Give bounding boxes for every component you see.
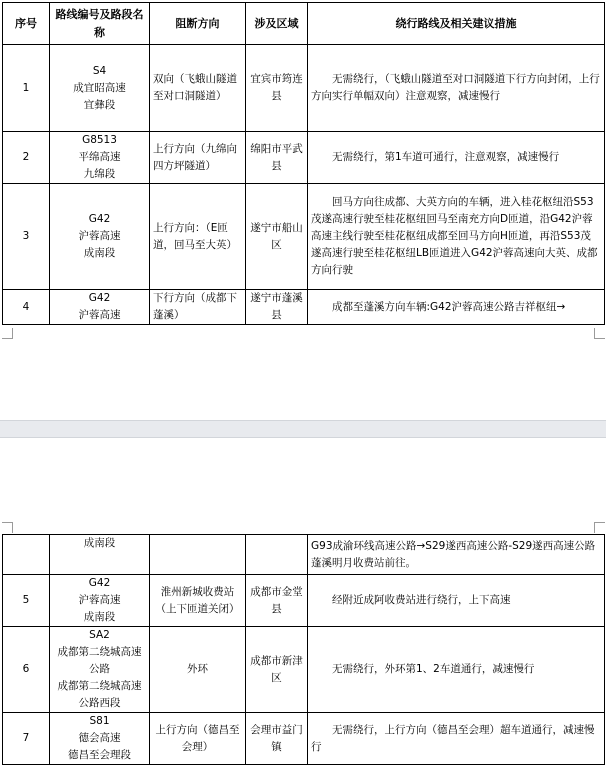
- road-name: 德会高速: [78, 732, 121, 744]
- table-row: [3, 290, 605, 325]
- road-cell: [50, 627, 150, 713]
- road-section: 成南段: [50, 535, 150, 575]
- header-no: 序号: [3, 3, 50, 45]
- document-page-2: [0, 438, 606, 761]
- area-cell: [246, 535, 308, 575]
- header-road: 路线编号及路段名称: [50, 3, 150, 45]
- area-cell: 成都市新津区: [246, 627, 308, 713]
- table-row-continued: [3, 535, 605, 575]
- road-section: 九绵段: [83, 168, 116, 180]
- row-no: 7: [3, 713, 50, 765]
- row-no: [3, 535, 50, 575]
- detour-table-part-2: [2, 534, 605, 765]
- table-row: [3, 184, 605, 290]
- crop-mark: [594, 522, 605, 533]
- area-cell: 绵阳市平武县: [246, 132, 308, 184]
- table-header-row: [3, 3, 605, 45]
- direction-cell: [150, 535, 246, 575]
- detour-cell: G93成渝环线高速公路→S29遂西高速公路-S29遂西高速公路蓬溪明月收费站前往。: [308, 535, 605, 575]
- road-code: G8513: [82, 134, 117, 146]
- crop-mark: [2, 522, 13, 533]
- table-row: [3, 132, 605, 184]
- table-row: [3, 45, 605, 132]
- road-code: G42: [88, 213, 111, 225]
- detour-table-part-1: [2, 2, 605, 325]
- header-detour: 绕行路线及相关建议措施: [308, 3, 605, 45]
- header-direction: 阻断方向: [150, 3, 246, 45]
- detour-cell: 无需绕行，第1车道可通行，注意观察，减速慢行: [308, 132, 605, 184]
- detour-cell: 无需绕行，上行方向（德昌至会理）超车道通行，减速慢行: [308, 713, 605, 765]
- direction-cell: 上行方向：（E匝道，回马至大英）: [150, 184, 246, 290]
- road-cell: [50, 575, 150, 627]
- crop-mark: [594, 328, 605, 339]
- road-name: 沪蓉高速: [78, 594, 121, 606]
- road-name: 成都第二绕城高速公路: [57, 646, 142, 675]
- row-no: 3: [3, 184, 50, 290]
- crop-mark: [2, 328, 13, 339]
- road-section: 成都第二绕城高速公路西段: [57, 680, 142, 709]
- road-cell: [50, 184, 150, 290]
- road-section: 成南段: [83, 247, 116, 259]
- direction-cell: 下行方向（成都下蓬溪）: [150, 290, 246, 325]
- road-name: 沪蓉高速: [78, 309, 121, 321]
- road-section: 宜彝段: [83, 98, 116, 111]
- table-row: [3, 713, 605, 765]
- row-no: 4: [3, 290, 50, 325]
- area-cell: 宜宾市筠连县: [246, 45, 308, 132]
- road-section: 德昌至会理段: [68, 749, 131, 761]
- detour-cell: 无需绕行，外环第1、2车道通行，减速慢行: [308, 627, 605, 713]
- road-code: S81: [89, 715, 110, 727]
- table-row: [3, 575, 605, 627]
- road-cell: [50, 713, 150, 765]
- detour-cell: 经附近成阿收费站进行绕行，上下高速: [308, 575, 605, 627]
- road-section: 成南段: [83, 611, 116, 623]
- row-no: 2: [3, 132, 50, 184]
- direction-cell: 外环: [150, 627, 246, 713]
- direction-cell: 上行方向（九绵向四方坪隧道）: [150, 132, 246, 184]
- area-cell: 遂宁市船山区: [246, 184, 308, 290]
- road-name: 平绵高速: [78, 151, 121, 163]
- road-code: S4: [92, 64, 107, 77]
- direction-cell: 淮州新城收费站（上下匝道关闭）: [150, 575, 246, 627]
- road-cell: [50, 290, 150, 325]
- page-gap: [0, 420, 606, 438]
- header-area: 涉及区域: [246, 3, 308, 45]
- road-name: 成宜昭高速: [73, 81, 126, 94]
- direction-cell: 双向（飞蛾山隧道至对口洞隧道）: [150, 45, 246, 132]
- detour-cell: 成都至蓬溪方向车辆:G42沪蓉高速公路吉祥枢纽→: [308, 290, 605, 325]
- direction-cell: 上行方向（德昌至会理）: [150, 713, 246, 765]
- row-no: 6: [3, 627, 50, 713]
- detour-cell: 无需绕行，（飞蛾山隧道至对口洞隧道下行方向封闭，上行方向实行单幅双向）注意观察，减速慢行: [308, 45, 605, 132]
- detour-cell: 回马方向往成都、大英方向的车辆，进入桂花枢纽沿S53茂遂高速行驶至桂花枢纽回马至南充方向D匝道，沿G42沪蓉高速主线行驶至桂花枢纽成都至回马方向H匝道，再沿S53茂遂高速行驶至桂花枢纽LB匝道进入G42沪蓉高速向大英、成都方向行驶: [308, 184, 605, 290]
- road-name: 沪蓉高速: [78, 230, 121, 242]
- road-code: G42: [88, 577, 111, 589]
- road-cell: [50, 45, 150, 132]
- area-cell: 成都市金堂县: [246, 575, 308, 627]
- road-cell: [50, 132, 150, 184]
- area-cell: 遂宁市蓬溪县: [246, 290, 308, 325]
- road-code: G42: [88, 292, 111, 304]
- row-no: 5: [3, 575, 50, 627]
- table-row: [3, 627, 605, 713]
- area-cell: 会理市益门镇: [246, 713, 308, 765]
- road-code: SA2: [89, 629, 110, 641]
- row-no: 1: [3, 45, 50, 132]
